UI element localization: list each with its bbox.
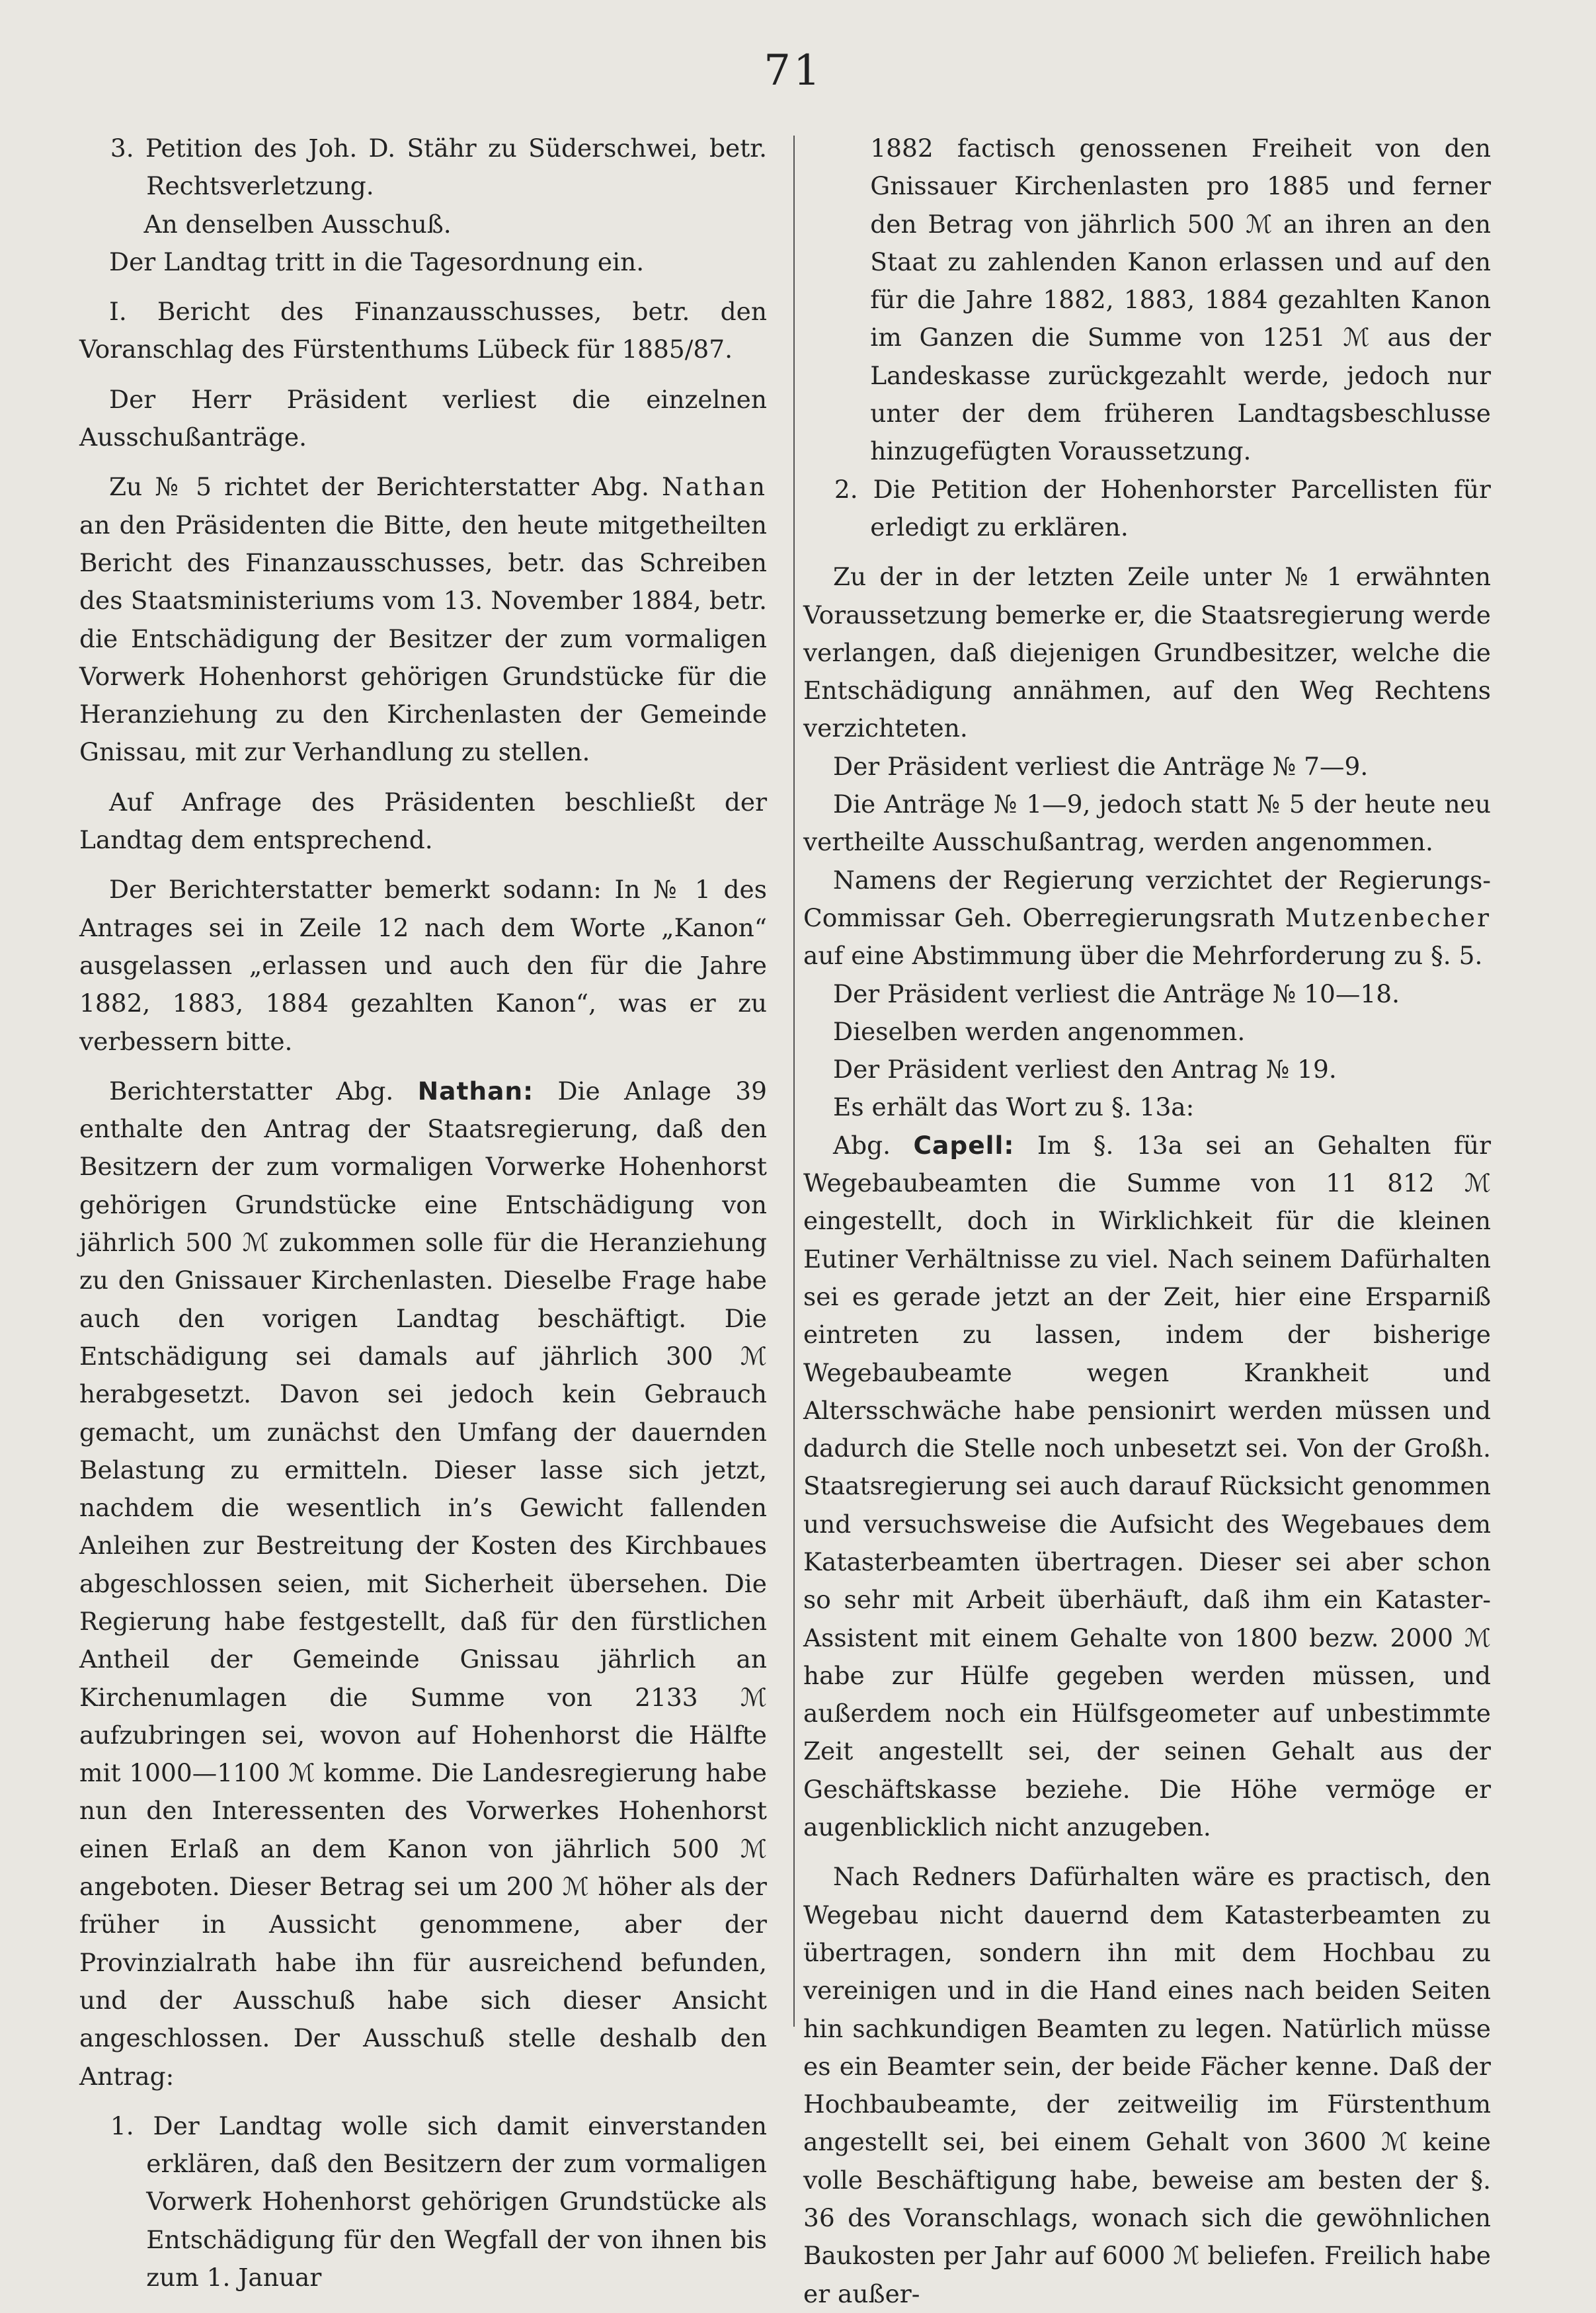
speaker-name: Capell: xyxy=(913,1130,1015,1160)
paragraph: Dieselben werden angenommen. xyxy=(833,1016,1246,1046)
paragraph-text: Zu № 5 richtet der Berichterstatter Abg. xyxy=(109,472,649,502)
left-column xyxy=(79,130,767,2296)
paragraph xyxy=(803,1127,1491,1847)
report-heading: I. Bericht des Finanzausschusses, betr. den Voranschlag des Fürstenthums Lübeck für 1885/87. xyxy=(79,297,767,364)
paragraph: Zu der in der letzten Zeile unter № 1 erwähnten Voraussetzung bemerke er, die Staatsregierung werde verlangen, daß diejenigen Grundbesitzer, welche die Entschädigung annähmen, auf den Weg Rechtens verzichteten. xyxy=(803,562,1491,743)
paragraph: Der Präsident verliest den Antrag № 19. xyxy=(833,1055,1337,1084)
paragraph: Der Präsident verliest die Anträge № 7—9. xyxy=(833,751,1369,781)
petition-item: 3. Petition des Joh. D. Stähr zu Süderschwei, betr. Rechtsverletzung. xyxy=(110,134,767,201)
paragraph: Es erhält das Wort zu §. 13a: xyxy=(833,1092,1195,1122)
paragraph: Der Präsident verliest die Anträge № 10—18. xyxy=(833,979,1400,1008)
speaker-name: Nathan xyxy=(662,472,767,502)
right-column xyxy=(803,130,1491,2313)
speaker-name: Mutzenbecher xyxy=(1285,903,1492,932)
page-number: 71 xyxy=(764,46,823,95)
speaker-name: Nathan: xyxy=(417,1076,534,1106)
paragraph xyxy=(803,862,1491,975)
paragraph: Auf Anfrage des Präsidenten beschließt der Landtag dem entsprechend. xyxy=(79,787,767,855)
paragraph: Der Herr Präsident verliest die einzelnen Ausschußanträge. xyxy=(79,384,767,452)
paragraph-text: Die Anlage 39 enthalte den Antrag der Staatsregierung, daß den Besitzern der zum vormaligen Vorwerke Hohenhorst gehörigen Grundstücke eine Entschädigung von jährlich 500 ℳ zukommen solle für die Heranziehung zu den Gnissauer Kirchenlasten. Dieselbe Frage habe auch den vorigen Landtag beschäftigt. Die Entschädigung sei damals auf jährlich 300 ℳ herabgesetzt. Davon sei jedoch kein Gebrauch gemacht, um zunächst den Umfang der dauernden Belastung zu ermitteln. Dieser lasse sich jetzt, nachdem die wesentlich in’s Gewicht fallenden Anleihen zur Bestreitung der Kosten des Kirchbaues abgeschlossen seien, mit Sicherheit übersehen. Die Regierung habe festgestellt, daß für den fürstlichen Antheil der Gemeinde Gnissau jährlich an Kirchenumlagen die Summe von 2133 ℳ aufzubringen sei, wovon auf Hohenhorst die Hälfte mit 1000—1100 ℳ komme. Die Landesregierung habe nun den Interessenten des Vorwerkes Hohenhorst einen Erlaß an dem Kanon von jährlich 500 ℳ angeboten. Dieser Betrag sei um 200 ℳ höher als der früher in Aussicht genommene, aber der Provinzialrath habe ihn für ausreichend befunden, und der Ausschuß habe sich dieser Ansicht angeschlossen. Der Ausschuß stelle deshalb den Antrag: xyxy=(79,1076,768,2091)
paragraph xyxy=(79,468,767,771)
column-divider xyxy=(793,136,795,2027)
motion-item-continued: 1882 factisch genossenen Freiheit von den Gnissauer Kirchenlasten pro 1885 und ferner den Betrag von jährlich 500 ℳ an ihren an den Staat zu zahlenden Kanon erlassen und auf den für die Jahre 1882, 1883, 1884 gezahlten Kanon im Ganzen die Summe von 1251 ℳ aus der Landeskasse zurückgezahlt werde, jedoch nur unter der dem früheren Landtagsbeschlusse hinzugefügten Voraussetzung. xyxy=(870,134,1491,466)
referral-note: An denselben Ausschuß. xyxy=(143,209,452,239)
paragraph-text: Namens der Regierung verzichtet der Regierungs-Commissar Geh. Oberregierungsrath xyxy=(803,865,1491,932)
agenda-note: Der Landtag tritt in die Tagesordnung ein. xyxy=(109,247,645,276)
motion-item: 2. Die Petition der Hohenhorster Parcellisten für erledigt zu erklären. xyxy=(834,474,1491,542)
paragraph: Die Anträge № 1—9, jedoch statt № 5 der heute neu vertheilte Ausschußantrag, werden angenommen. xyxy=(803,790,1491,857)
paragraph xyxy=(79,1073,767,2095)
paragraph-text: Berichterstatter Abg. xyxy=(109,1076,394,1106)
paragraph: Der Berichterstatter bemerkt sodann: In № 1 des Antrages sei in Zeile 12 nach dem Worte „Kanon“ ausgelassen „erlassen und auch den für die Jahre 1882, 1883, 1884 gezahlten Kanon“, was er zu verbessern bitte. xyxy=(79,875,767,1056)
motion-item: 1. Der Landtag wolle sich damit einverstanden erklären, daß den Besitzern der zum vormaligen Vorwerk Hohenhorst gehörigen Grundstücke als Entschädigung für den Wegfall der von ihnen bis zum 1. Januar xyxy=(110,2111,767,2293)
paragraph: Nach Redners Dafürhalten wäre es practisch, den Wegebau nicht dauernd dem Katasterbeamten zu übertragen, sondern ihn mit dem Hochbau zu vereinigen und in die Hand eines nach beiden Seiten hin sachkundigen Beamten zu legen. Natürlich müsse es ein Beamter sein, der beide Fächer kenne. Daß der Hochbaubeamte, der zeitweilig im Fürstenthum angestellt sei, bei einem Gehalt von 3600 ℳ keine volle Beschäftigung habe, beweise am besten der §. 36 des Voranschlags, wonach sich die gewöhnlichen Baukosten per Jahr auf 6000 ℳ beliefen. Freilich habe er außer- xyxy=(803,1862,1491,2308)
paragraph-text: an den Präsidenten die Bitte, den heute mitgetheilten Bericht des Finanzausschusses, betr. das Schreiben des Staatsministeriums vom 13. November 1884, betr. die Entschädigung der Besitzer der zum vormaligen Vorwerk Hohenhorst gehörigen Grundstücke für die Heranziehung zu den Kirchenlasten der Gemeinde Gnissau, mit zur Verhandlung zu stellen. xyxy=(79,510,767,767)
paragraph-text: Abg. xyxy=(833,1130,891,1160)
paragraph-text: auf eine Abstimmung über die Mehrforderung zu §. 5. xyxy=(803,941,1483,971)
paragraph-text: Im §. 13a sei an Gehalten für Wegebaubeamten die Summe von 11 812 ℳ eingestellt, doch in Wirklichkeit für die kleinen Eutiner Verhältnisse zu viel. Nach seinem Dafürhalten sei es gerade jetzt an der Zeit, hier eine Ersparniß eintreten zu lassen, indem der bisherige Wegebaubeamte wegen Krankheit und Altersschwäche habe pensionirt werden müssen und dadurch die Stelle noch unbesetzt sei. Von der Großh. Staatsregierung sei auch darauf Rücksicht genommen und versuchsweise die Aufsicht des Wegebaues dem Katasterbeamten übertragen. Dieser sei aber schon so sehr mit Arbeit überhäuft, daß ihm ein Kataster-Assistent mit einem Gehalte von 1800 bezw. 2000 ℳ habe zur Hülfe gegeben werden müssen, und außerdem noch ein Hülfsgeometer auf unbestimmte Zeit angestellt sei, der seinen Gehalt aus der Geschäftskasse beziehe. Die Höhe vermöge er augenblicklich nicht anzugeben. xyxy=(803,1130,1491,1842)
